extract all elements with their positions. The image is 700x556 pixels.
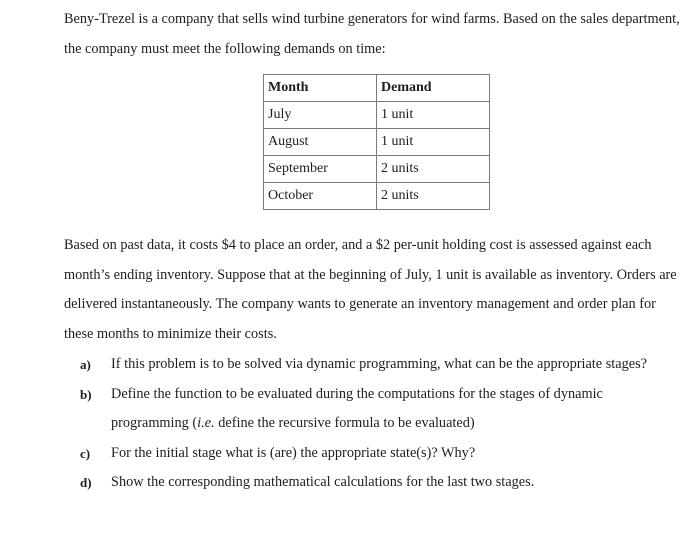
intro-paragraph: Beny-Trezel is a company that sells wind turbine generators for wind farms. Based on the sales department, the company must meet the following demands on time: (64, 11, 680, 57)
question-label: c) (80, 445, 91, 461)
demand-cell: 1 unit (377, 129, 490, 156)
demand-cell: 2 units (377, 183, 490, 210)
question-text: If this problem is to be solved via dynamic programming, what can be the appropriate stages? (111, 356, 647, 372)
column-header-demand: Demand (377, 75, 490, 102)
table-row (264, 129, 490, 156)
question-text-part: define the recursive formula to be evaluated) (214, 415, 475, 431)
month-cell: September (264, 156, 377, 183)
table-header-row (264, 75, 490, 102)
question-text-part: Define the function to be evaluated during the computations for the stages of dynamic programming ( (111, 385, 603, 431)
demand-cell: 2 units (377, 156, 490, 183)
question-label: b) (80, 386, 92, 402)
question-label: a) (80, 357, 91, 372)
question-text-italic: i.e. (197, 415, 215, 431)
demand-table (263, 74, 490, 210)
question-label: d) (80, 475, 92, 490)
question-b (80, 380, 680, 439)
question-d (80, 468, 680, 498)
question-a (80, 350, 680, 380)
table-row (264, 102, 490, 129)
question-text: Show the corresponding mathematical calculations for the last two stages. (111, 474, 535, 490)
month-cell: October (264, 183, 377, 210)
month-cell: July (264, 102, 377, 129)
question-text: For the initial stage what is (are) the appropriate state(s)? Why? (111, 444, 476, 461)
column-header-month: Month (264, 75, 377, 102)
problem-paragraph: Based on past data, it costs $4 to place an order, and a $2 per-unit holding cost is assessed against each month’s ending inventory. Suppose that at the beginning of July, 1 unit is available as inventory. Orders are delivered instantaneously. The company wants to generate an inventory management and order plan for these months to minimize their costs. (64, 237, 677, 342)
table-row (264, 156, 490, 183)
question-list (80, 350, 680, 498)
month-cell: August (264, 129, 377, 156)
question-c (80, 439, 680, 469)
demand-cell: 1 unit (377, 102, 490, 129)
table-row (264, 183, 490, 210)
